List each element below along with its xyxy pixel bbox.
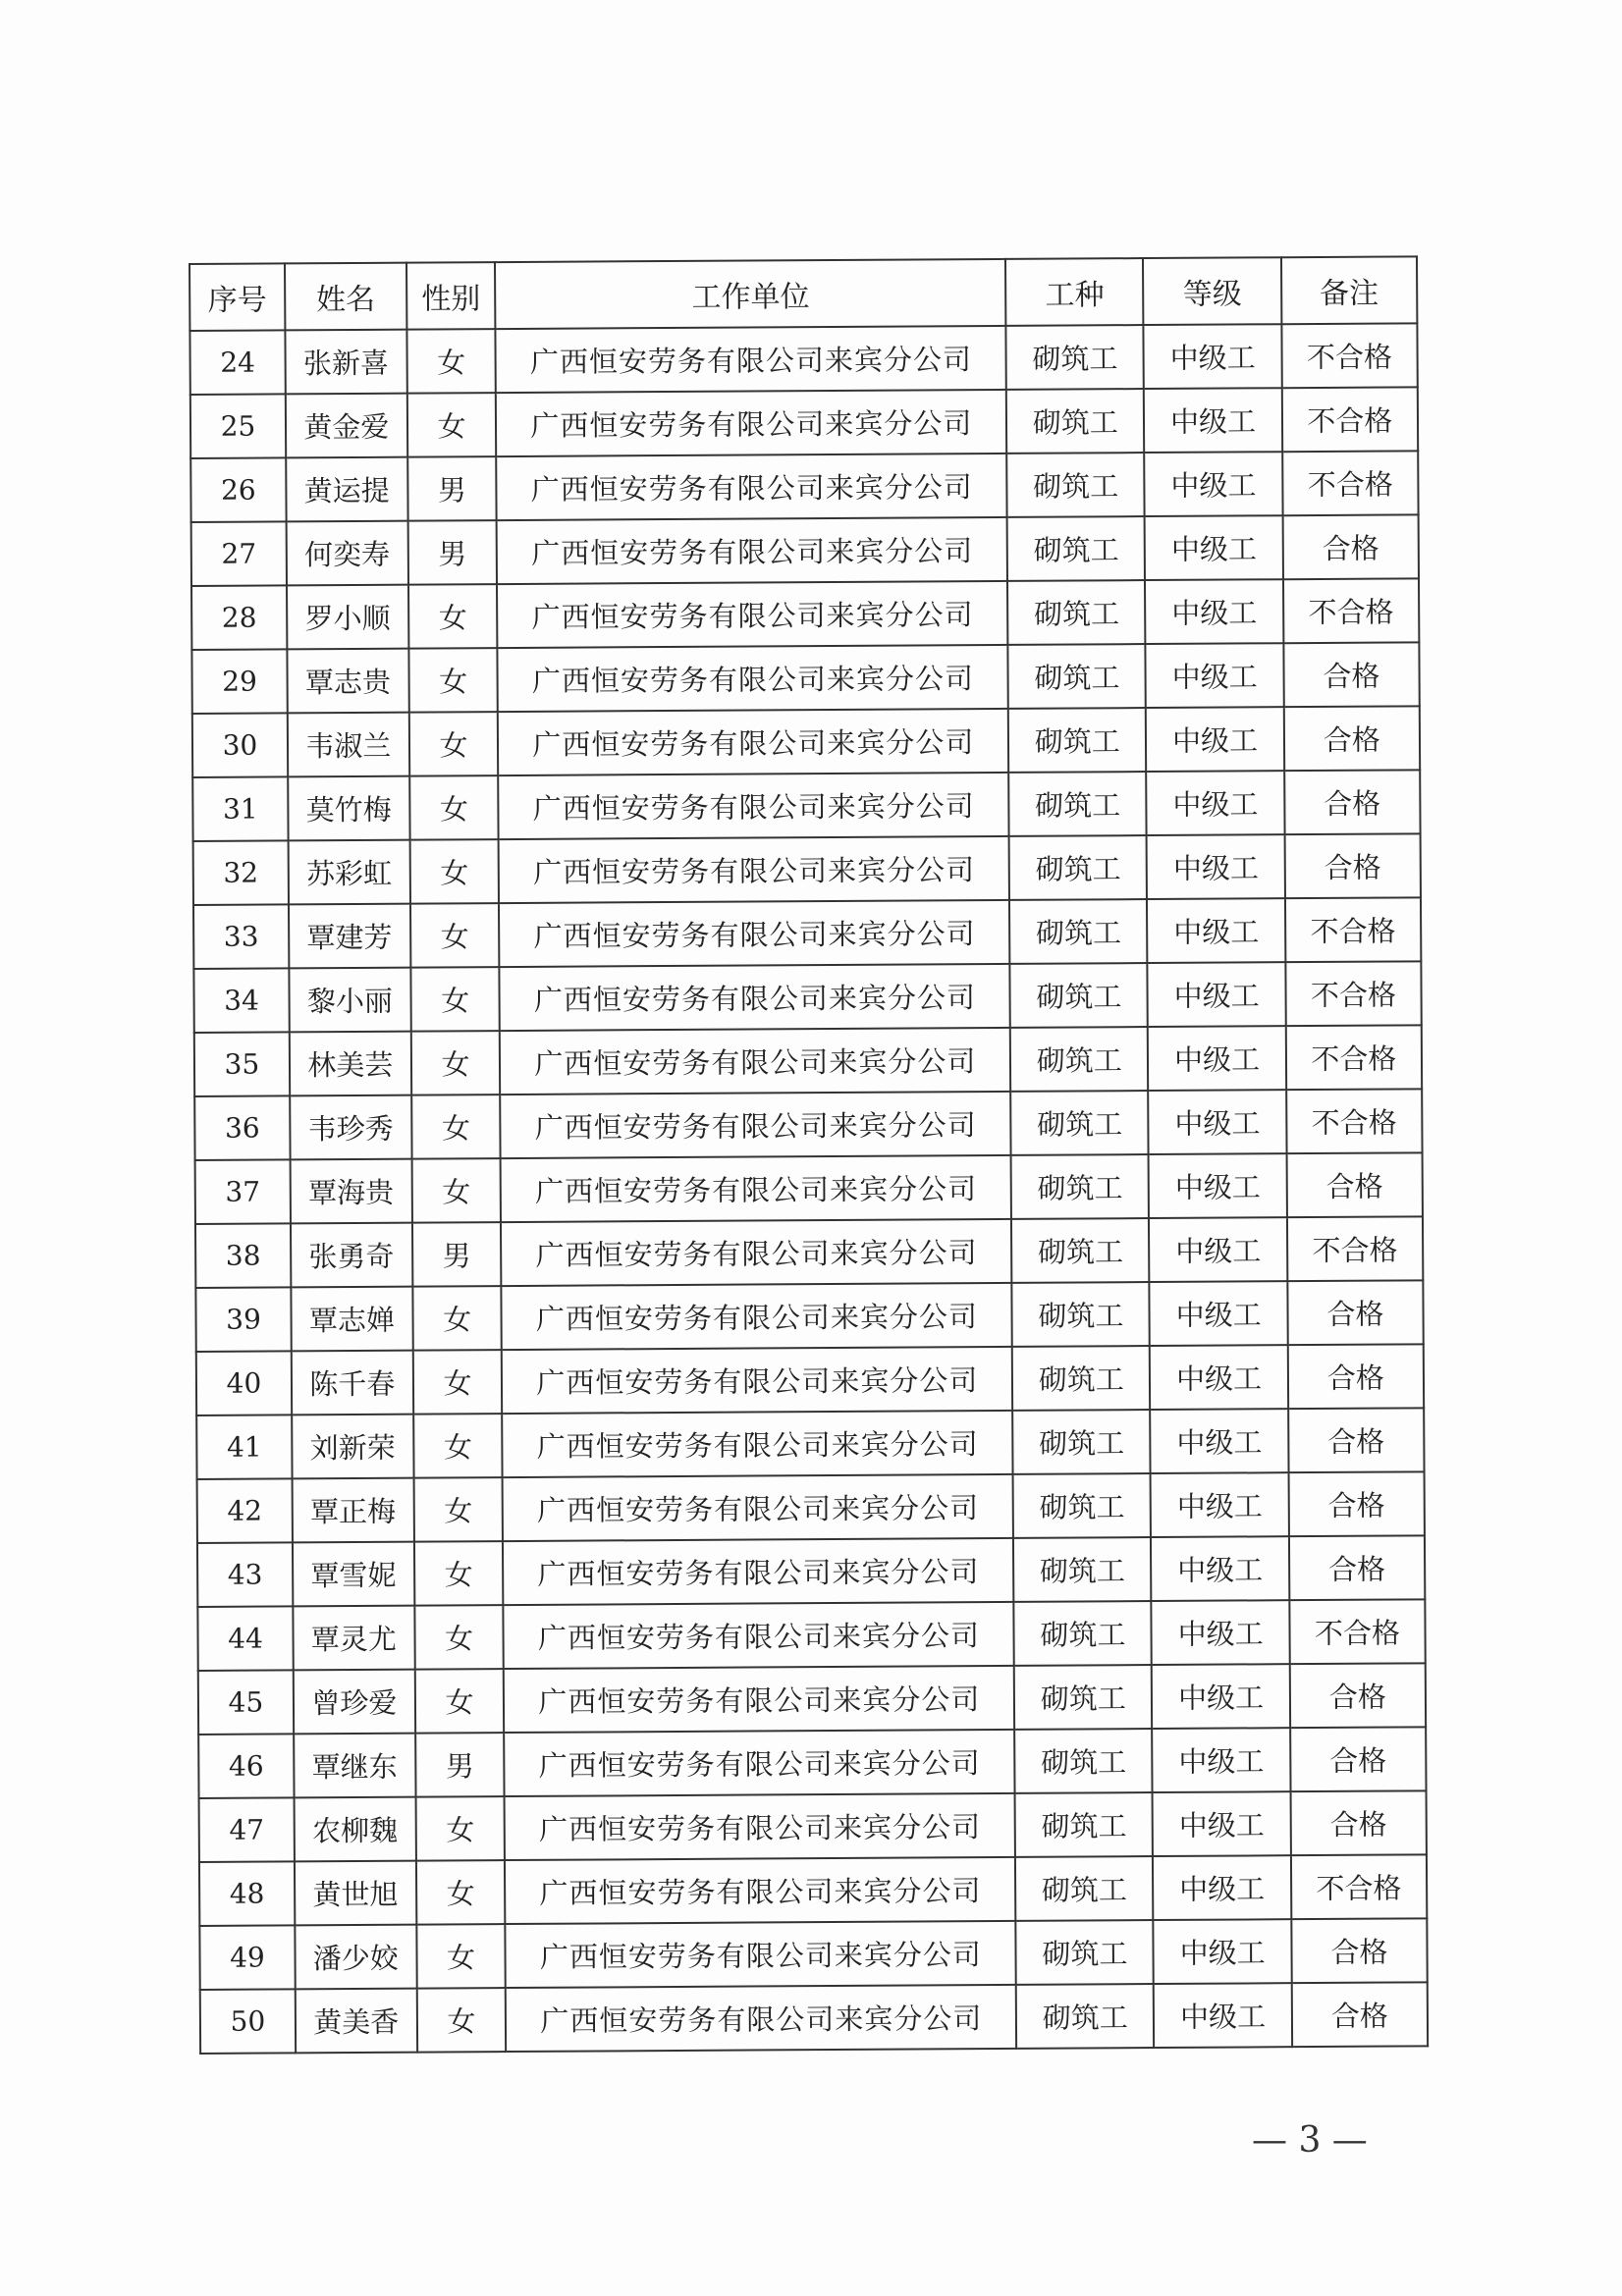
cell-name: 黄运提 — [286, 457, 407, 522]
roster-table — [189, 255, 1429, 2055]
cell-employer: 广西恒安劳务有限公司来宾分公司 — [500, 964, 1010, 1031]
cell-serial: 28 — [191, 585, 287, 650]
cell-serial: 47 — [199, 1797, 295, 1862]
cell-gender: 女 — [416, 1924, 506, 1989]
header-cell-serial: 序号 — [189, 263, 285, 331]
cell-remark: 合格 — [1288, 1408, 1425, 1472]
cell-level: 中级工 — [1145, 452, 1283, 516]
cell-remark: 合格 — [1287, 1280, 1424, 1345]
cell-remark: 合格 — [1288, 1471, 1425, 1536]
cell-trade: 砌筑工 — [1014, 1601, 1153, 1666]
cell-trade: 砌筑工 — [1008, 708, 1147, 773]
cell-serial: 32 — [193, 840, 289, 905]
cell-gender: 女 — [413, 1414, 503, 1478]
header-cell-employer: 工作单位 — [495, 259, 1005, 329]
cell-employer: 广西恒安劳务有限公司来宾分公司 — [500, 1028, 1010, 1095]
cell-remark: 合格 — [1290, 1790, 1427, 1855]
cell-employer: 广西恒安劳务有限公司来宾分公司 — [499, 836, 1009, 903]
cell-gender: 男 — [407, 456, 497, 521]
cell-level: 中级工 — [1154, 1983, 1292, 2048]
cell-employer: 广西恒安劳务有限公司来宾分公司 — [503, 1538, 1013, 1605]
cell-trade: 砌筑工 — [1016, 1984, 1155, 2049]
cell-serial: 24 — [189, 330, 285, 395]
cell-gender: 女 — [414, 1669, 504, 1734]
table-row — [191, 578, 1419, 650]
cell-employer: 广西恒安劳务有限公司来宾分公司 — [505, 1793, 1015, 1860]
cell-employer: 广西恒安劳务有限公司来宾分公司 — [504, 1602, 1014, 1669]
table-row — [193, 833, 1421, 905]
cell-gender: 女 — [410, 1031, 500, 1095]
cell-employer: 广西恒安劳务有限公司来宾分公司 — [496, 326, 1006, 393]
cell-level: 中级工 — [1148, 962, 1286, 1027]
table-row — [195, 1280, 1423, 1352]
cell-gender: 女 — [412, 1286, 502, 1351]
cell-serial: 35 — [194, 1032, 290, 1096]
cell-remark: 不合格 — [1286, 1025, 1423, 1090]
table-row — [195, 1152, 1423, 1224]
cell-gender: 女 — [415, 1796, 505, 1861]
table-row — [193, 897, 1421, 969]
cell-employer: 广西恒安劳务有限公司来宾分公司 — [498, 709, 1008, 775]
table-row — [196, 1344, 1424, 1415]
cell-gender: 女 — [408, 648, 498, 713]
cell-level: 中级工 — [1148, 1026, 1286, 1091]
cell-level: 中级工 — [1144, 388, 1282, 453]
cell-gender: 女 — [407, 393, 497, 457]
cell-level: 中级工 — [1147, 834, 1285, 899]
cell-gender: 女 — [408, 584, 498, 649]
cell-trade: 砌筑工 — [1006, 453, 1145, 517]
cell-remark: 合格 — [1286, 1152, 1423, 1217]
cell-remark: 不合格 — [1289, 1599, 1426, 1664]
cell-employer: 广西恒安劳务有限公司来宾分公司 — [502, 1283, 1012, 1350]
cell-serial: 25 — [190, 394, 286, 458]
cell-employer: 广西恒安劳务有限公司来宾分公司 — [501, 1219, 1011, 1286]
cell-trade: 砌筑工 — [1007, 580, 1146, 645]
cell-gender: 女 — [410, 903, 500, 968]
cell-remark: 合格 — [1291, 1918, 1428, 1983]
cell-gender: 女 — [411, 1158, 501, 1223]
cell-trade: 砌筑工 — [1006, 389, 1145, 454]
cell-remark: 合格 — [1287, 1344, 1424, 1409]
table-row — [193, 961, 1421, 1033]
cell-level: 中级工 — [1149, 1153, 1287, 1218]
cell-level: 中级工 — [1152, 1664, 1290, 1729]
cell-serial: 30 — [192, 713, 288, 777]
cell-remark: 合格 — [1290, 1727, 1427, 1791]
cell-employer: 广西恒安劳务有限公司来宾分公司 — [504, 1666, 1014, 1733]
cell-trade: 砌筑工 — [1010, 1091, 1149, 1155]
cell-gender: 男 — [412, 1222, 502, 1287]
cell-trade: 砌筑工 — [1015, 1856, 1154, 1921]
cell-level: 中级工 — [1145, 579, 1283, 644]
cell-serial: 46 — [198, 1734, 294, 1798]
cell-level: 中级工 — [1151, 1536, 1289, 1601]
cell-trade: 砌筑工 — [1014, 1665, 1153, 1730]
cell-remark: 合格 — [1283, 642, 1420, 707]
header-cell-name: 姓名 — [285, 263, 406, 331]
cell-serial: 38 — [195, 1223, 291, 1288]
cell-employer: 广西恒安劳务有限公司来宾分公司 — [505, 1730, 1015, 1796]
header-cell-level: 等级 — [1143, 257, 1281, 325]
cell-serial: 50 — [200, 1989, 296, 2054]
table-row — [197, 1471, 1425, 1543]
cell-trade: 砌筑工 — [1010, 963, 1149, 1028]
cell-level: 中级工 — [1149, 1217, 1287, 1282]
cell-level: 中级工 — [1153, 1728, 1291, 1792]
cell-name: 覃建芳 — [289, 904, 410, 969]
cell-remark: 合格 — [1291, 1982, 1428, 2047]
table-row — [192, 770, 1420, 841]
cell-name: 陈千春 — [292, 1351, 413, 1415]
cell-name: 农柳魏 — [294, 1797, 415, 1862]
cell-serial: 45 — [198, 1670, 294, 1735]
cell-trade: 砌筑工 — [1016, 1920, 1155, 1985]
cell-name: 覃海贵 — [291, 1159, 412, 1224]
cell-trade: 砌筑工 — [1011, 1154, 1150, 1219]
cell-name: 覃灵尤 — [293, 1606, 414, 1671]
cell-name: 苏彩虹 — [289, 840, 410, 905]
cell-employer: 广西恒安劳务有限公司来宾分公司 — [502, 1347, 1012, 1414]
cell-remark: 不合格 — [1282, 451, 1419, 515]
cell-level: 中级工 — [1144, 324, 1282, 389]
header-row — [189, 256, 1417, 331]
table-row — [194, 1025, 1422, 1096]
cell-employer: 广西恒安劳务有限公司来宾分公司 — [501, 1155, 1011, 1222]
header-cell-gender: 性别 — [406, 262, 496, 330]
cell-trade: 砌筑工 — [1008, 772, 1147, 836]
cell-employer: 广西恒安劳务有限公司来宾分公司 — [501, 1092, 1011, 1158]
cell-gender: 女 — [414, 1541, 504, 1606]
cell-level: 中级工 — [1151, 1409, 1289, 1473]
cell-employer: 广西恒安劳务有限公司来宾分公司 — [503, 1411, 1013, 1477]
cell-serial: 41 — [196, 1415, 292, 1479]
cell-serial: 29 — [191, 649, 287, 714]
cell-name: 覃志贵 — [287, 649, 408, 714]
cell-serial: 40 — [196, 1351, 292, 1415]
cell-level: 中级工 — [1147, 771, 1285, 835]
cell-trade: 砌筑工 — [1012, 1410, 1151, 1474]
header-cell-remark: 备注 — [1281, 256, 1418, 324]
cell-employer: 广西恒安劳务有限公司来宾分公司 — [499, 900, 1009, 967]
cell-serial: 26 — [190, 457, 286, 522]
cell-trade: 砌筑工 — [1013, 1537, 1152, 1602]
cell-remark: 合格 — [1284, 833, 1421, 898]
table-row — [189, 323, 1417, 395]
cell-name: 罗小顺 — [287, 585, 408, 650]
cell-remark: 不合格 — [1281, 323, 1418, 388]
cell-employer: 广西恒安劳务有限公司来宾分公司 — [498, 645, 1008, 712]
cell-name: 覃雪妮 — [293, 1542, 414, 1607]
cell-serial: 39 — [195, 1287, 291, 1352]
cell-gender: 男 — [415, 1733, 505, 1797]
cell-gender: 女 — [413, 1477, 503, 1542]
cell-level: 中级工 — [1149, 1090, 1287, 1154]
cell-gender: 男 — [407, 520, 497, 585]
header-cell-trade: 工种 — [1005, 258, 1144, 326]
table-row — [198, 1727, 1426, 1798]
cell-trade: 砌筑工 — [1011, 1218, 1150, 1283]
cell-serial: 42 — [197, 1478, 293, 1543]
cell-name: 覃正梅 — [293, 1478, 414, 1543]
cell-gender: 女 — [416, 1988, 506, 2053]
cell-employer: 广西恒安劳务有限公司来宾分公司 — [497, 517, 1007, 584]
table-row — [191, 642, 1419, 714]
cell-name: 覃继东 — [294, 1734, 415, 1798]
cell-trade: 砌筑工 — [1014, 1729, 1153, 1793]
cell-name: 黄美香 — [296, 1989, 417, 2054]
cell-name: 张勇奇 — [291, 1223, 412, 1288]
cell-level: 中级工 — [1153, 1791, 1291, 1856]
cell-remark: 合格 — [1289, 1663, 1426, 1728]
cell-employer: 广西恒安劳务有限公司来宾分公司 — [506, 1921, 1016, 1988]
cell-remark: 不合格 — [1286, 1089, 1423, 1153]
cell-name: 黄世旭 — [295, 1861, 416, 1926]
cell-employer: 广西恒安劳务有限公司来宾分公司 — [497, 454, 1007, 520]
table-row — [198, 1663, 1426, 1735]
table-row — [195, 1216, 1423, 1288]
cell-employer: 广西恒安劳务有限公司来宾分公司 — [506, 1985, 1016, 2052]
cell-trade: 砌筑工 — [1010, 1027, 1149, 1092]
cell-serial: 49 — [199, 1925, 295, 1990]
table-row — [191, 514, 1419, 586]
cell-level: 中级工 — [1152, 1600, 1290, 1665]
cell-level: 中级工 — [1151, 1472, 1289, 1537]
cell-employer: 广西恒安劳务有限公司来宾分公司 — [497, 581, 1007, 648]
cell-level: 中级工 — [1150, 1345, 1288, 1410]
cell-trade: 砌筑工 — [1007, 516, 1146, 581]
cell-remark: 合格 — [1284, 706, 1421, 771]
table-row — [199, 1790, 1427, 1862]
cell-remark: 合格 — [1289, 1535, 1426, 1600]
cell-name: 刘新荣 — [292, 1415, 413, 1479]
table-row — [197, 1599, 1425, 1671]
table-row — [196, 1408, 1424, 1479]
cell-level: 中级工 — [1154, 1919, 1292, 1984]
cell-trade: 砌筑工 — [1006, 325, 1145, 390]
cell-name: 张新喜 — [285, 330, 406, 395]
cell-gender: 女 — [416, 1860, 506, 1925]
cell-employer: 广西恒安劳务有限公司来宾分公司 — [505, 1857, 1015, 1924]
cell-trade: 砌筑工 — [1009, 899, 1148, 964]
cell-level: 中级工 — [1153, 1855, 1291, 1920]
table-body — [189, 323, 1428, 2054]
table-header — [189, 256, 1417, 331]
cell-gender: 女 — [410, 967, 500, 1032]
cell-remark: 合格 — [1284, 770, 1421, 834]
cell-level: 中级工 — [1150, 1281, 1288, 1346]
cell-serial: 36 — [194, 1095, 290, 1160]
cell-serial: 43 — [197, 1542, 293, 1607]
cell-gender: 女 — [409, 839, 499, 904]
cell-trade: 砌筑工 — [1008, 644, 1147, 709]
page-number: — 3 — — [1252, 2120, 1368, 2161]
cell-trade: 砌筑工 — [1012, 1282, 1151, 1347]
cell-level: 中级工 — [1146, 643, 1284, 708]
cell-employer: 广西恒安劳务有限公司来宾分公司 — [499, 773, 1009, 839]
cell-trade: 砌筑工 — [1012, 1346, 1151, 1411]
cell-serial: 37 — [195, 1159, 291, 1224]
table-row — [197, 1535, 1425, 1607]
cell-serial: 31 — [192, 776, 288, 841]
cell-name: 曾珍爱 — [294, 1670, 415, 1735]
cell-gender: 女 — [411, 1095, 501, 1159]
cell-remark: 合格 — [1282, 514, 1419, 579]
cell-serial: 33 — [193, 904, 289, 969]
cell-name: 林美芸 — [290, 1032, 411, 1096]
table-row — [190, 387, 1418, 458]
cell-name: 黎小丽 — [289, 968, 410, 1033]
cell-level: 中级工 — [1147, 898, 1285, 963]
cell-name: 覃志婵 — [291, 1287, 412, 1352]
cell-name: 何奕寿 — [287, 521, 408, 586]
cell-trade: 砌筑工 — [1013, 1473, 1152, 1538]
table-row — [194, 1089, 1422, 1160]
cell-serial: 27 — [191, 521, 287, 586]
cell-remark: 不合格 — [1287, 1216, 1424, 1281]
cell-trade: 砌筑工 — [1009, 835, 1148, 900]
table-row — [200, 1982, 1428, 2054]
cell-remark: 不合格 — [1285, 961, 1422, 1026]
cell-gender: 女 — [414, 1605, 504, 1670]
cell-trade: 砌筑工 — [1015, 1792, 1154, 1857]
table-row — [192, 706, 1420, 777]
cell-remark: 不合格 — [1285, 897, 1422, 962]
cell-name: 韦珍秀 — [290, 1095, 411, 1160]
cell-name: 黄金爱 — [286, 394, 407, 458]
cell-name: 韦淑兰 — [288, 713, 409, 777]
cell-gender: 女 — [408, 712, 498, 776]
table-row — [199, 1918, 1427, 1990]
table-row — [190, 451, 1418, 522]
cell-name: 潘少姣 — [295, 1925, 416, 1990]
cell-serial: 44 — [197, 1606, 293, 1671]
cell-serial: 48 — [199, 1861, 295, 1926]
cell-level: 中级工 — [1146, 707, 1284, 772]
cell-remark: 不合格 — [1291, 1854, 1428, 1919]
cell-name: 莫竹梅 — [288, 776, 409, 841]
cell-gender: 女 — [412, 1350, 502, 1415]
cell-gender: 女 — [406, 329, 496, 394]
cell-gender: 女 — [409, 775, 499, 840]
cell-employer: 广西恒安劳务有限公司来宾分公司 — [496, 390, 1006, 456]
cell-remark: 不合格 — [1282, 387, 1419, 452]
cell-serial: 34 — [193, 968, 289, 1033]
cell-level: 中级工 — [1145, 515, 1283, 580]
cell-employer: 广西恒安劳务有限公司来宾分公司 — [503, 1474, 1013, 1541]
cell-remark: 不合格 — [1283, 578, 1420, 643]
table-row — [199, 1854, 1427, 1926]
